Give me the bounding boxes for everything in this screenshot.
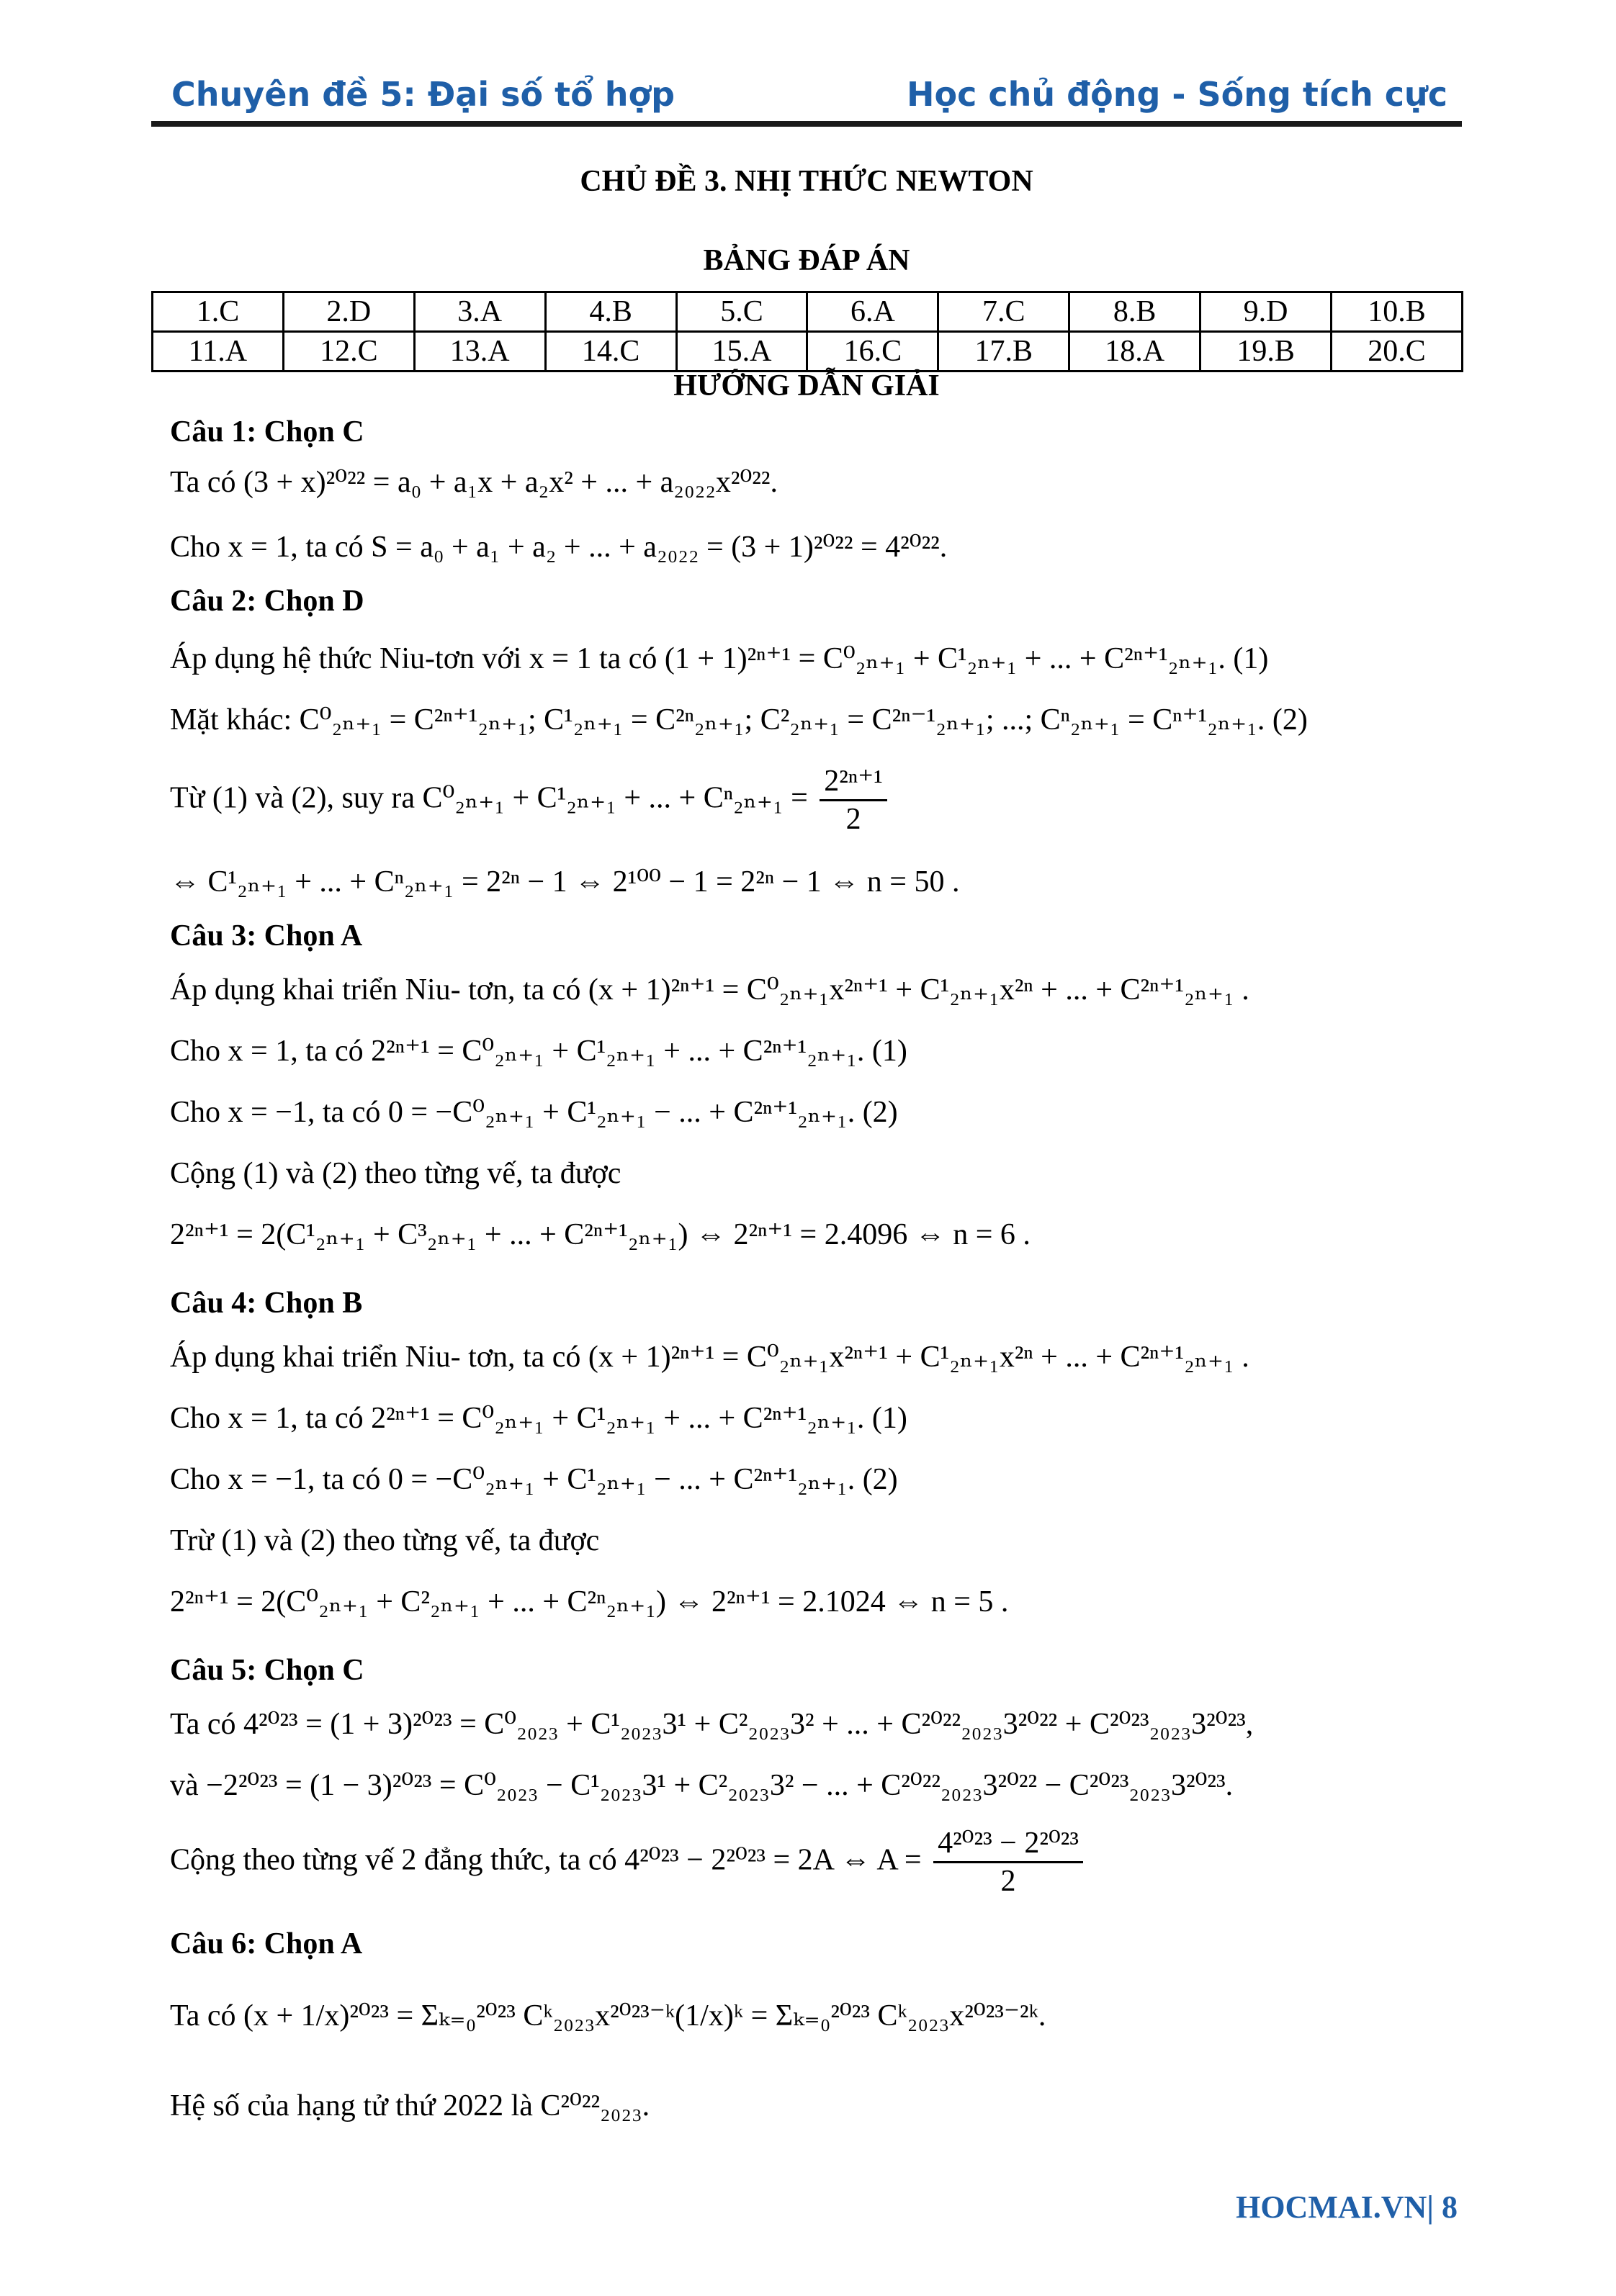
question-3-line-4: Cộng (1) và (2) theo từng vế, ta được — [170, 1157, 621, 1190]
question-2-heading: Câu 2: Chọn D — [170, 585, 364, 618]
question-5-line-3 — [170, 1825, 1087, 1900]
answer-table-title: BẢNG ĐÁP ÁN — [703, 244, 910, 277]
fraction-numerator: 2²ⁿ⁺¹ — [820, 763, 887, 801]
question-3-line-2: Cho x = 1, ta có 2²ⁿ⁺¹ = C⁰₂ₙ₊₁ + C¹₂ₙ₊₁ + ... + C²ⁿ⁺¹₂ₙ₊₁. (1) — [170, 1035, 907, 1068]
question-2-line-2: Mặt khác: C⁰₂ₙ₊₁ = C²ⁿ⁺¹₂ₙ₊₁; C¹₂ₙ₊₁ = C²ⁿ₂ₙ₊₁; C²₂ₙ₊₁ = C²ⁿ⁻¹₂ₙ₊₁; ...; Cⁿ₂ₙ₊₁ = Cⁿ⁺¹₂ₙ₊₁. (2) — [170, 703, 1308, 737]
question-3-line-5: 2²ⁿ⁺¹ = 2(C¹₂ₙ₊₁ + C³₂ₙ₊₁ + ... + C²ⁿ⁺¹₂ₙ₊₁) ⇔ 2²ⁿ⁺¹ = 2.4096 ⇔ n = 6 . — [170, 1218, 1031, 1251]
answer-cell: 3.A — [414, 292, 545, 332]
answer-cell: 1.C — [153, 292, 284, 332]
question-2-line-3 — [170, 763, 892, 838]
fraction-denominator: 2 — [1000, 1865, 1016, 1899]
document-title: CHỦ ĐỀ 3. NHỊ THỨC NEWTON — [580, 165, 1033, 198]
answer-cell: 12.C — [283, 332, 414, 372]
question-5-heading: Câu 5: Chọn C — [170, 1654, 364, 1687]
answer-cell: 2.D — [283, 292, 414, 332]
answer-row — [153, 332, 1463, 372]
answer-cell: 10.B — [1332, 292, 1463, 332]
question-3-line-1: Áp dụng khai triển Niu- tơn, ta có (x + 1)²ⁿ⁺¹ = C⁰₂ₙ₊₁x²ⁿ⁺¹ + C¹₂ₙ₊₁x²ⁿ + ... + C²ⁿ⁺¹₂ₙ₊₁ . — [170, 973, 1249, 1007]
question-4-line-4: Trừ (1) và (2) theo từng vế, ta được — [170, 1524, 600, 1557]
question-3-heading: Câu 3: Chọn A — [170, 919, 363, 953]
question-4-line-2: Cho x = 1, ta có 2²ⁿ⁺¹ = C⁰₂ₙ₊₁ + C¹₂ₙ₊₁ + ... + C²ⁿ⁺¹₂ₙ₊₁. (1) — [170, 1402, 907, 1435]
question-4-line-1: Áp dụng khai triển Niu- tơn, ta có (x + 1)²ⁿ⁺¹ = C⁰₂ₙ₊₁x²ⁿ⁺¹ + C¹₂ₙ₊₁x²ⁿ + ... + C²ⁿ⁺¹₂ₙ₊₁ . — [170, 1341, 1249, 1374]
question-6-line-1: Ta có (x + 1/x)²⁰²³ = Σₖ₌₀²⁰²³ Cᵏ₂₀₂₃x²⁰²³⁻ᵏ(1/x)ᵏ = Σₖ₌₀²⁰²³ Cᵏ₂₀₂₃x²⁰²³⁻²ᵏ. — [170, 1999, 1046, 2032]
question-3-line-3: Cho x = −1, ta có 0 = −C⁰₂ₙ₊₁ + C¹₂ₙ₊₁ − ... + C²ⁿ⁺¹₂ₙ₊₁. (2) — [170, 1096, 898, 1129]
fraction-numerator: 4²⁰²³ − 2²⁰²³ — [933, 1825, 1083, 1863]
question-4-line-5: 2²ⁿ⁺¹ = 2(C⁰₂ₙ₊₁ + C²₂ₙ₊₁ + ... + C²ⁿ₂ₙ₊₁) ⇔ 2²ⁿ⁺¹ = 2.1024 ⇔ n = 5 . — [170, 1585, 1009, 1619]
answer-cell: 15.A — [676, 332, 807, 372]
answer-cell: 9.D — [1200, 292, 1332, 332]
question-6-line-2: Hệ số của hạng tử thứ 2022 là C²⁰²²₂₀₂₃. — [170, 2089, 650, 2122]
question-2-line-3-text: Từ (1) và (2), suy ra C⁰₂ₙ₊₁ + C¹₂ₙ₊₁ + ... + Cⁿ₂ₙ₊₁ = — [170, 781, 808, 815]
page-header — [151, 75, 1462, 127]
question-4-line-3: Cho x = −1, ta có 0 = −C⁰₂ₙ₊₁ + C¹₂ₙ₊₁ − ... + C²ⁿ⁺¹₂ₙ₊₁. (2) — [170, 1463, 898, 1496]
question-6-heading: Câu 6: Chọn A — [170, 1927, 363, 1960]
answer-cell: 4.B — [545, 292, 676, 332]
answer-cell: 17.B — [938, 332, 1069, 372]
question-2-line-1: Áp dụng hệ thức Niu-tơn với x = 1 ta có (1 + 1)²ⁿ⁺¹ = C⁰₂ₙ₊₁ + C¹₂ₙ₊₁ + ... + C²ⁿ⁺¹₂ₙ₊₁. (1) — [170, 642, 1269, 675]
header-topic: Chuyên đề 5: Đại số tổ hợp — [171, 75, 675, 114]
answer-cell: 7.C — [938, 292, 1069, 332]
answer-cell: 5.C — [676, 292, 807, 332]
question-1-line-2: Cho x = 1, ta có S = a₀ + a₁ + a₂ + ... + a₂₀₂₂ = (3 + 1)²⁰²² = 4²⁰²². — [170, 531, 948, 564]
question-5-fraction — [933, 1825, 1083, 1900]
answer-cell: 8.B — [1069, 292, 1200, 332]
question-5-line-2: và −2²⁰²³ = (1 − 3)²⁰²³ = C⁰₂₀₂₃ − C¹₂₀₂₃3¹ + C²₂₀₂₃3² − ... + C²⁰²²₂₀₂₃3²⁰²² − C²⁰²³₂₀₂₃3²⁰²³. — [170, 1769, 1234, 1802]
solution-title: HƯỚNG DẪN GIẢI — [673, 369, 940, 402]
answer-cell: 20.C — [1332, 332, 1463, 372]
question-5-line-3-text: Cộng theo từng vế 2 đẳng thức, ta có 4²⁰²³ − 2²⁰²³ = 2A ⇔ A = — [170, 1843, 922, 1877]
question-1-line-1: Ta có (3 + x)²⁰²² = a₀ + a₁x + a₂x² + ... + a₂₀₂₂x²⁰²². — [170, 466, 778, 499]
question-1-heading: Câu 1: Chọn C — [170, 415, 364, 449]
page-footer: HOCMAI.VN| 8 — [1236, 2189, 1458, 2225]
answer-cell: 6.A — [807, 292, 938, 332]
question-4-heading: Câu 4: Chọn B — [170, 1287, 363, 1320]
answer-cell: 13.A — [414, 332, 545, 372]
header-slogan: Học chủ động - Sống tích cực — [907, 75, 1447, 114]
answer-cell: 19.B — [1200, 332, 1332, 372]
fraction-denominator: 2 — [845, 803, 861, 837]
answer-cell: 16.C — [807, 332, 938, 372]
question-5-line-1: Ta có 4²⁰²³ = (1 + 3)²⁰²³ = C⁰₂₀₂₃ + C¹₂₀₂₃3¹ + C²₂₀₂₃3² + ... + C²⁰²²₂₀₂₃3²⁰²² + C²⁰²³₂₀₂₃3²⁰²³, — [170, 1708, 1254, 1741]
answer-table — [151, 291, 1463, 372]
answer-cell: 14.C — [545, 332, 676, 372]
answer-cell: 18.A — [1069, 332, 1200, 372]
answer-cell: 11.A — [153, 332, 284, 372]
question-2-fraction — [820, 763, 887, 838]
question-2-line-4: ⇔ C¹₂ₙ₊₁ + ... + Cⁿ₂ₙ₊₁ = 2²ⁿ − 1 ⇔ 2¹⁰⁰ − 1 = 2²ⁿ − 1 ⇔ n = 50 . — [170, 865, 960, 899]
answer-row — [153, 292, 1463, 332]
